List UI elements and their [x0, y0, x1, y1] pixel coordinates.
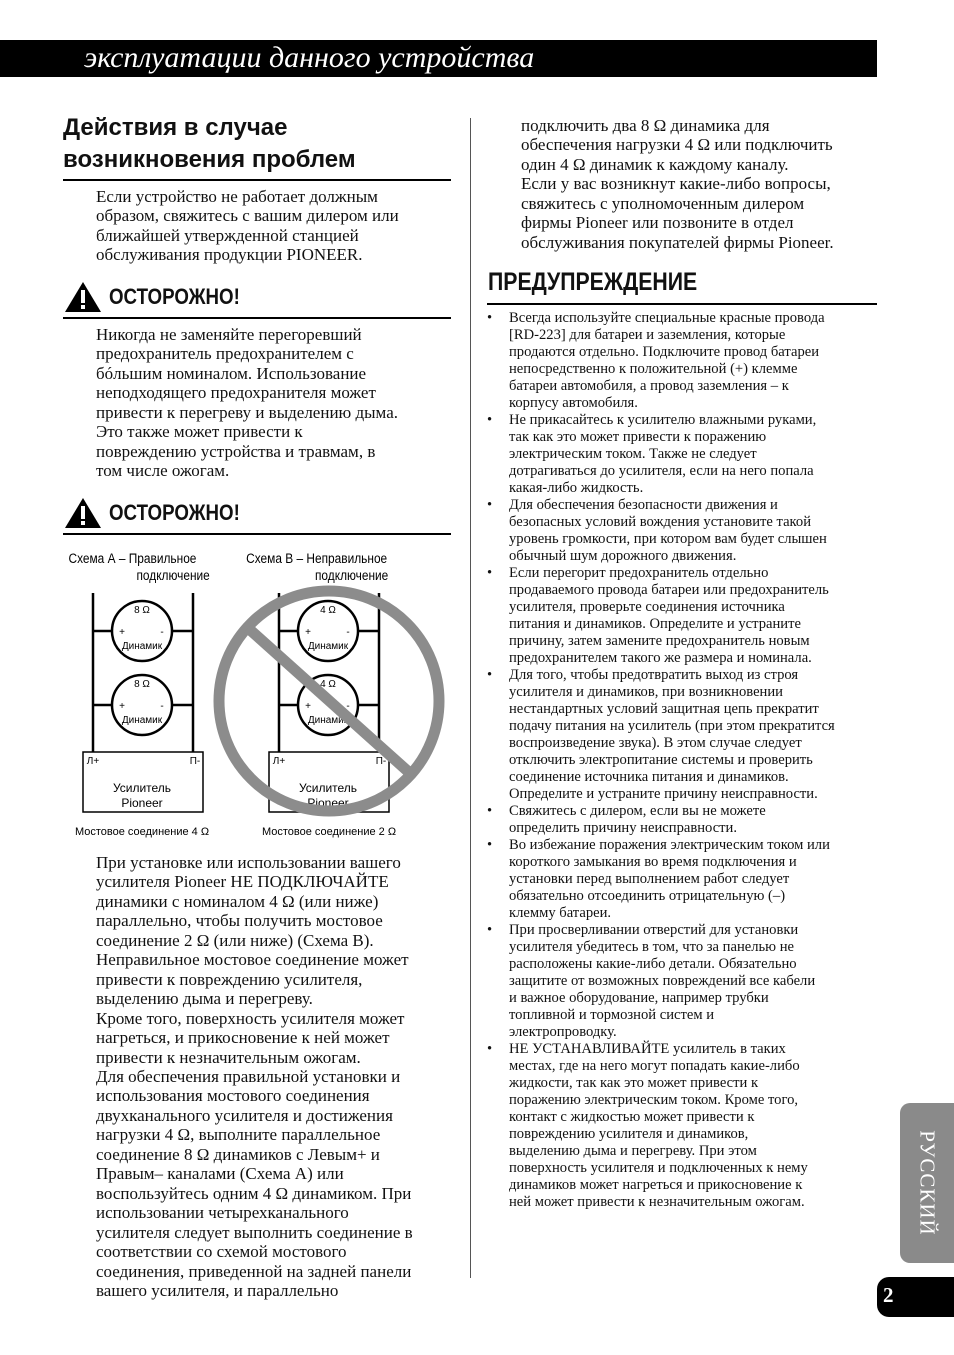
plus-terminal: +: [305, 701, 311, 712]
speaker-label: Динамик: [307, 715, 349, 726]
left-plus-label: Л+: [86, 756, 100, 767]
scheme-b-title: Схема В – Неправильное: [246, 550, 388, 567]
left-plus-label: Л+: [272, 756, 286, 767]
prohibited-icon: [219, 591, 439, 811]
right-minus-label: П-: [375, 756, 387, 767]
speaker-impedance: 4 Ω: [320, 605, 336, 616]
divider: [63, 317, 451, 319]
warning-list: [487, 310, 887, 1211]
amplifier-brand: Pioneer: [307, 796, 349, 810]
divider: [487, 303, 877, 305]
scheme-a-subtitle: подключение: [136, 567, 210, 584]
list-item: • Для того, чтобы предотвратить выход из строя усилителя и динамиков, при возникновении нестандартных условий защитная цепь прекратит подачу питания на усилитель (при этом прекратится воспроизведение звука). В этом случае следует отключить электропитание системы и проверить соединение источника питания и динамиков. Определите и устраните причину неисправности.: [487, 667, 887, 803]
wiring-diagram: [60, 540, 460, 840]
list-item: • Для обеспечения безопасности движения и безопасных условий вождения установите такой уровень громкости, при котором вам будет слышен обычный шум дорожного движения.: [487, 497, 887, 565]
list-item: • Не прикасайтесь к усилителю влажными руками, так как это может привести к поражению электрическим током. Также не следует дотрагиваться до усилителя, если на него попала какая-либо жидкость.: [487, 412, 887, 497]
caution-heading-2: ОСТОРОЖНО!: [63, 496, 263, 530]
list-item: • НЕ УСТАНАВЛИВАЙТЕ усилитель в таких местах, где на него могут попадать какие-либо жидкости, так как это может привести к поражению электрическим током. Кроме того, контакт с жидкостью может привести к повреждению усилителя и динамиков, выделению дыма и перегреву. При этом поверхность усилителя и подключенных к нему динамиков может нагреться и прикосновение к ней может привести к незначительным ожогам.: [487, 1041, 887, 1211]
divider: [63, 533, 451, 535]
caution-heading-1: ОСТОРОЖНО!: [63, 280, 263, 314]
amplifier-brand: Pioneer: [121, 796, 163, 810]
minus-terminal: -: [160, 701, 164, 712]
amplifier-label: Усилитель: [112, 781, 172, 795]
minus-terminal: -: [160, 627, 164, 638]
speaker-label: Динамик: [121, 641, 163, 652]
scheme-a-title: Схема А – Правильное: [68, 550, 197, 567]
amplifier-label: Усилитель: [298, 781, 358, 795]
troubleshooting-heading: Действия в случае возникновения проблем: [63, 114, 356, 173]
bridging-paragraph: При установке или использовании вашего усилителя Pioneer НЕ ПОДКЛЮЧАЙТЕ динамики с номиналом 4 Ω (или ниже) параллельно, чтобы получить мостовое соединение 2 Ω (или ниже) (Схема В). Неправильное мостовое соединение может привести к повреждению усилителя, выделению дыма и перегреву. Кроме того, поверхность усилителя может нагреться, и прикосновение к ней может привести к незначительным ожогам. Для обеспечения правильной установки и использования мостового соединения двухканального усилителя и достижения нагрузки 4 Ω, выполните параллельное соединение 8 Ω динамиков с Левым+ и Правым– каналами (Схема А) или воспользуйтесь одним 4 Ω динамиком. При использовании четырехканального усилителя следует выполнить соединение в соответствии со схемой мостового соединения, приведенной на задней панели вашего усилителя, и параллельно: [96, 853, 413, 1300]
plus-terminal: +: [305, 627, 311, 638]
warning-icon: [63, 496, 103, 530]
language-tab: [900, 1103, 954, 1263]
column-divider: [470, 118, 471, 1278]
plus-terminal: +: [119, 701, 125, 712]
minus-terminal: -: [346, 701, 350, 712]
header-title: эксплуатации данного устройства: [84, 41, 535, 74]
speaker-label: Динамик: [121, 715, 163, 726]
scheme-a: [83, 593, 203, 812]
speaker-impedance: 4 Ω: [320, 679, 336, 690]
page-number-badge: [877, 1277, 954, 1317]
continued-paragraph: подключить два 8 Ω динамика для обеспечения нагрузки 4 Ω или подключить один 4 Ω динамик к каждому каналу. Если у вас возникнут какие-либо вопросы, свяжитесь с уполномоченным дилером фирмы Pioneer или позвоните в отдел обслуживания покупателей фирмы Pioneer.: [521, 116, 834, 252]
page-number: 2: [883, 1283, 894, 1307]
header-bar: [0, 40, 877, 77]
list-item: • Во избежание поражения электрическим током или короткого замыкания во время подключения и установки перед выполнением работ следует обязательно отсоединить отрицательную (–) клемму батареи.: [487, 837, 887, 922]
right-minus-label: П-: [189, 756, 201, 767]
minus-terminal: -: [346, 627, 350, 638]
list-item: • Свяжитесь с дилером, если вы не можете определить причину неисправности.: [487, 803, 887, 837]
scheme-b-caption: Мостовое соединение 2 Ω: [261, 826, 397, 838]
speaker-impedance: 8 Ω: [134, 679, 150, 690]
scheme-a-caption: Мостовое соединение 4 Ω: [74, 826, 210, 838]
warning-heading: ПРЕДУПРЕЖДЕНИЕ: [488, 268, 698, 296]
list-item: • Всегда используйте специальные красные провода [RD-223] для батареи и заземления, которые продаются отдельно. Подключите провод батареи непосредственно к положительной (+) клемме батареи автомобиля, а провод заземления – к корпусу автомобиля.: [487, 310, 887, 412]
warning-icon: [63, 280, 103, 314]
speaker-impedance: 8 Ω: [134, 605, 150, 616]
intro-paragraph: Если устройство не работает должным образом, свяжитесь с вашим дилером или ближайшей утвержденной станцией обслуживания продукции PIONEER.: [96, 187, 399, 265]
plus-terminal: +: [119, 627, 125, 638]
speaker-label: Динамик: [307, 641, 349, 652]
divider: [63, 179, 451, 181]
list-item: • Если перегорит предохранитель отдельно продаваемого провода батареи или предохранитель усилителя, проверьте соединения источника питания и динамиков. Определите и устраните причину, затем замените предохранитель новым предохранителем такого же размера и номинала.: [487, 565, 887, 667]
language-label: РУССКИЙ: [915, 1130, 940, 1236]
caution-1-text: Никогда не заменяйте перегоревший предохранитель предохранителем с бóльшим номиналом. Использование неподходящего предохранителя может привести к перегреву и выделению дыма. Это также может привести к повреждению устройства и травмам, в том числе ожогам.: [96, 325, 398, 481]
scheme-b-subtitle: подключение: [315, 567, 389, 584]
list-item: • При просверливании отверстий для установки усилителя убедитесь в том, что за панелью не расположены какие-либо детали. Обязательно защитите от возможных повреждений все кабели и важное оборудование, например трубки топливной и тормозной систем и электропроводку.: [487, 922, 887, 1041]
